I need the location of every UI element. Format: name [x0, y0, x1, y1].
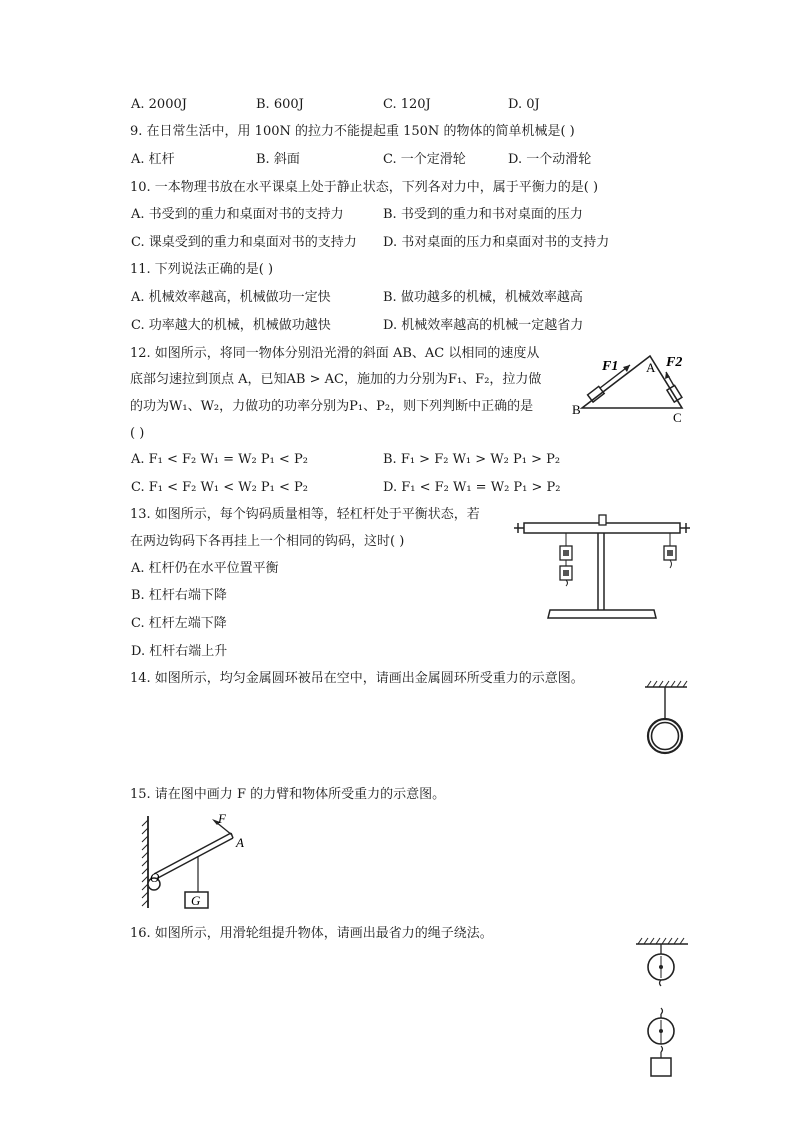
- q12-option-b: B. F₁ > F₂ W₁ > W₂ P₁ > P₂: [383, 452, 561, 467]
- q11-option-c: C. 功率越大的机械，机械做功越快: [131, 318, 331, 333]
- q12-option-c: C. F₁ < F₂ W₁ < W₂ P₁ < P₂: [131, 480, 309, 495]
- q13-stem-line: 在两边钩码下各再挂上一个相同的钩码，这时( ): [130, 534, 405, 549]
- q12-label-a: A: [646, 360, 656, 375]
- q13-option-c: C. 杠杆左端下降: [131, 616, 227, 631]
- q15-stem: 15. 请在图中画力 F 的力臂和物体所受重力的示意图。: [130, 787, 446, 802]
- q12-stem-line: ( ): [130, 426, 145, 441]
- q12-stem-line: 底部匀速拉到顶点 A，已知AB > AC，施加的力分别为F₁、F₂，拉力做: [130, 372, 542, 387]
- q12-label-c: C: [673, 410, 682, 425]
- q15-label-a: A: [236, 835, 244, 850]
- q14-stem: 14. 如图所示，均匀金属圆环被吊在空中，请画出金属圆环所受重力的示意图。: [130, 671, 584, 686]
- q11-option-b: B. 做功越多的机械，机械效率越高: [383, 290, 583, 305]
- q12-option-d: D. F₁ < F₂ W₁ = W₂ P₁ > P₂: [383, 480, 561, 495]
- q9-option-d: D. 一个动滑轮: [508, 152, 592, 167]
- q16-stem: 16. 如图所示，用滑轮组提升物体，请画出最省力的绳子绕法。: [130, 926, 493, 941]
- q14-ring-figure: [640, 680, 690, 758]
- q13-option-d: D. 杠杆右端上升: [131, 644, 228, 659]
- q12-label-b: B: [572, 402, 581, 417]
- q11-option-a: A. 机械效率越高，机械做功一定快: [131, 290, 331, 305]
- q8-option-d: D. 0J: [508, 97, 540, 112]
- q13-option-b: B. 杠杆右端下降: [131, 588, 227, 603]
- q10-option-c: C. 课桌受到的重力和桌面对书的支持力: [131, 235, 357, 250]
- q12-stem-line: 12. 如图所示，将同一物体分别沿光滑的斜面 AB、AC 以相同的速度从: [130, 346, 540, 361]
- q13-option-a: A. 杠杆仍在水平位置平衡: [131, 561, 279, 576]
- q13-lever-figure: [512, 510, 694, 622]
- q10-stem: 10. 一本物理书放在水平课桌上处于静止状态，下列各对力中，属于平衡力的是( ): [130, 180, 599, 195]
- q9-option-a: A. 杠杆: [131, 152, 175, 167]
- q9-option-b: B. 斜面: [256, 152, 300, 167]
- q16-pulley-figure: [632, 934, 692, 1080]
- q11-stem: 11. 下列说法正确的是( ): [130, 262, 274, 277]
- q12-label-f1: F1: [602, 359, 619, 374]
- q12-incline-figure: [570, 350, 694, 426]
- q10-option-b: B. 书受到的重力和书对桌面的压力: [383, 207, 583, 222]
- q12-stem-line: 的功为W₁、W₂，力做功的功率分别为P₁、P₂，则下列判断中正确的是: [130, 399, 534, 414]
- q15-label-f: F: [218, 812, 226, 826]
- q8-option-c: C. 120J: [383, 97, 431, 112]
- q8-option-a: A. 2000J: [131, 97, 187, 112]
- q8-option-b: B. 600J: [256, 97, 304, 112]
- q15-label-g: G: [191, 893, 201, 908]
- q15-lever-figure: [128, 812, 260, 912]
- q11-option-d: D. 机械效率越高的机械一定越省力: [383, 318, 584, 333]
- q13-stem-line: 13. 如图所示，每个钩码质量相等，轻杠杆处于平衡状态，若: [130, 507, 480, 522]
- q10-option-a: A. 书受到的重力和桌面对书的支持力: [131, 207, 344, 222]
- q9-option-c: C. 一个定滑轮: [383, 152, 466, 167]
- q15-label-o: O: [150, 870, 160, 885]
- q12-label-f2: F2: [666, 355, 683, 370]
- q9-stem: 9. 在日常生活中，用 100N 的拉力不能提起重 150N 的物体的简单机械是( ): [130, 124, 575, 139]
- q12-option-a: A. F₁ < F₂ W₁ = W₂ P₁ < P₂: [131, 452, 308, 467]
- q10-option-d: D. 书对桌面的压力和桌面对书的支持力: [383, 235, 610, 250]
